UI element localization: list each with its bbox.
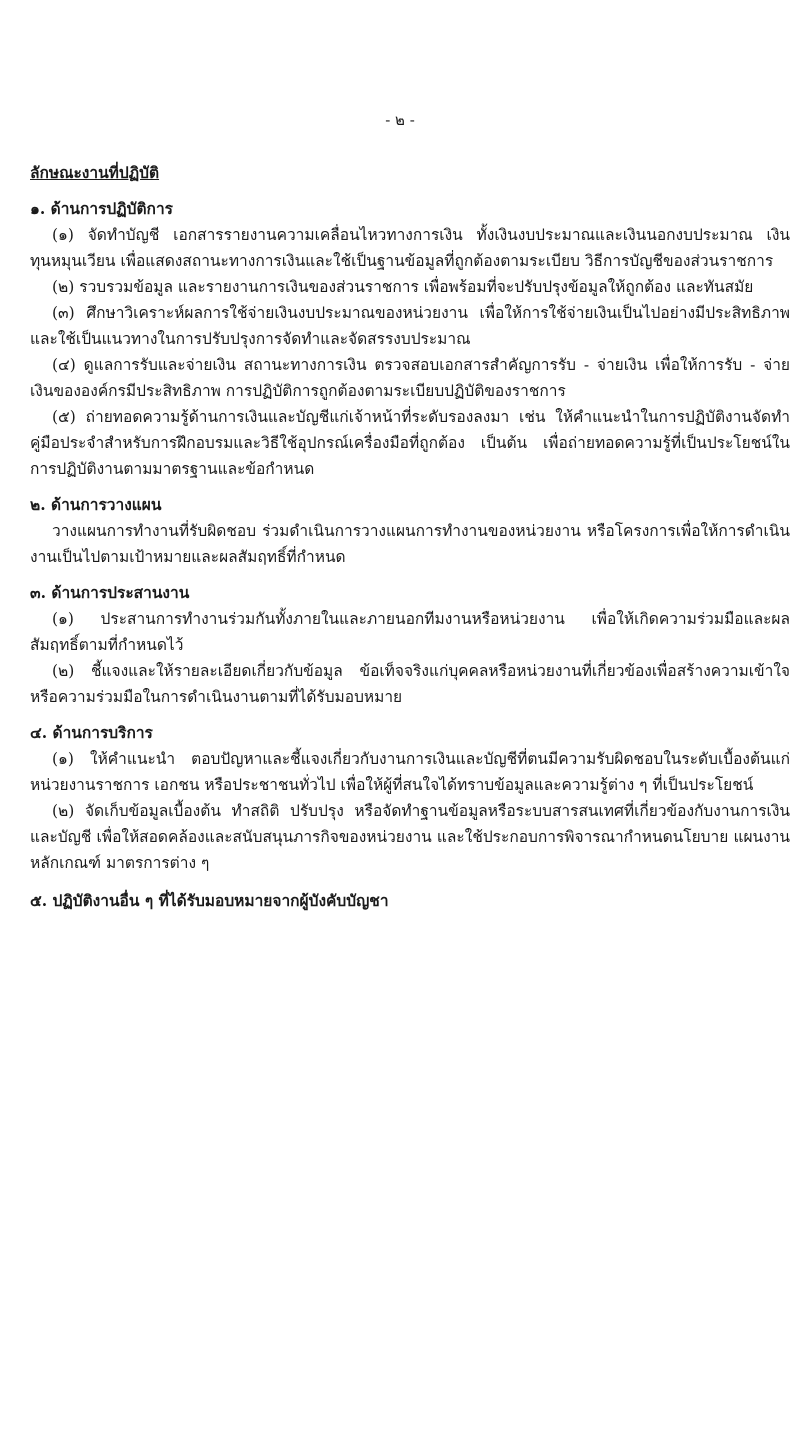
paragraph: วางแผนการทำงานที่รับผิดชอบ ร่วมดำเนินการวางแผนการทำงานของหน่วยงาน หรือโครงการเพื่อให้การดำเนินงานเป็นไปตามเป้าหมายและผลสัมฤทธิ์ที่กำหนด bbox=[30, 522, 790, 566]
category-service bbox=[30, 720, 790, 876]
category-planning bbox=[30, 492, 790, 570]
category-title: ๑. ด้านการปฏิบัติการ bbox=[30, 199, 173, 218]
paragraph: (๒) รวบรวมข้อมูล และรายงานการเงินของส่วนราชการ เพื่อพร้อมที่จะปรับปรุงข้อมูลให้ถูกต้อง และทันสมัย bbox=[52, 278, 754, 296]
section-heading: ลักษณะงานที่ปฏิบัติ bbox=[30, 163, 160, 182]
final-item: ๕. ปฏิบัติงานอื่น ๆ ที่ได้รับมอบหมายจากผู้บังคับบัญชา bbox=[30, 891, 389, 910]
paragraph: (๕) ถ่ายทอดความรู้ด้านการเงินและบัญชีแก่เจ้าหน้าที่ระดับรองลงมา เช่น ให้คำแนะนำในการปฏิบัติงานจัดทำคู่มือประจำสำหรับการฝึกอบรมและวิธีใช้อุปกรณ์เครื่องมือที่ถูกต้อง เป็นต้น เพื่อถ่ายทอดความรู้ที่เป็นประโยชน์ในการปฏิบัติงานตามมาตรฐานและข้อกำหนด bbox=[30, 408, 790, 478]
category-title: ๓. ด้านการประสานงาน bbox=[30, 583, 190, 602]
paragraph: (๓) ศึกษาวิเคราะห์ผลการใช้จ่ายเงินงบประมาณของหน่วยงาน เพื่อให้การใช้จ่ายเงินเป็นไปอย่างมีประสิทธิภาพ และใช้เป็นแนวทางในการปรับปรุงการจัดทำและจัดสรรงบประมาณ bbox=[30, 304, 790, 348]
page-number: - ๒ - bbox=[385, 111, 415, 129]
category-title: ๒. ด้านการวางแผน bbox=[30, 495, 162, 514]
document-body bbox=[30, 160, 790, 914]
paragraph: (๑) ให้คำแนะนำ ตอบปัญหาและชี้แจงเกี่ยวกับงานการเงินและบัญชีที่ตนมีความรับผิดชอบในระดับเบื้องต้นแก่หน่วยงานราชการ เอกชน หรือประชาชนทั่วไป เพื่อให้ผู้ที่สนใจได้ทราบข้อมูลและความรู้ต่าง ๆ ที่เป็นประโยชน์ bbox=[30, 750, 790, 794]
paragraph: (๒) ชี้แจงและให้รายละเอียดเกี่ยวกับข้อมูล ข้อเท็จจริงแก่บุคคลหรือหน่วยงานที่เกี่ยวข้องเพื่อสร้างความเข้าใจหรือความร่วมมือในการดำเนินงานตามที่ได้รับมอบหมาย bbox=[30, 662, 790, 706]
paragraph: (๑) จัดทำบัญชี เอกสารรายงานความเคลื่อนไหวทางการเงิน ทั้งเงินงบประมาณและเงินนอกงบประมาณ เงินทุนหมุนเวียน เพื่อแสดงสถานะทางการเงินและใช้เป็นฐานข้อมูลที่ถูกต้องตามระเบียบ วิธีการบัญชีของส่วนราชการ bbox=[30, 226, 790, 270]
category-coordination bbox=[30, 580, 790, 710]
paragraph: (๔) ดูแลการรับและจ่ายเงิน สถานะทางการเงิน ตรวจสอบเอกสารสำคัญการรับ - จ่ายเงิน เพื่อให้การรับ - จ่ายเงินขององค์กรมีประสิทธิภาพ การปฏิบัติการถูกต้องตามระเบียบปฏิบัติของราชการ bbox=[30, 356, 790, 400]
paragraph: (๑) ประสานการทำงานร่วมกันทั้งภายในและภายนอกทีมงานหรือหน่วยงาน เพื่อให้เกิดความร่วมมือและผลสัมฤทธิ์ตามที่กำหนดไว้ bbox=[30, 610, 790, 654]
category-operations bbox=[30, 196, 790, 482]
category-title: ๔. ด้านการบริการ bbox=[30, 723, 153, 742]
paragraph: (๒) จัดเก็บข้อมูลเบื้องต้น ทำสถิติ ปรับปรุง หรือจัดทำฐานข้อมูลหรือระบบสารสนเทศที่เกี่ยวข้องกับงานการเงินและบัญชี เพื่อให้สอดคล้องและสนับสนุนภารกิจของหน่วยงาน และใช้ประกอบการพิจารณากำหนดนโยบาย แผนงาน หลักเกณฑ์ มาตรการต่าง ๆ bbox=[30, 802, 790, 872]
